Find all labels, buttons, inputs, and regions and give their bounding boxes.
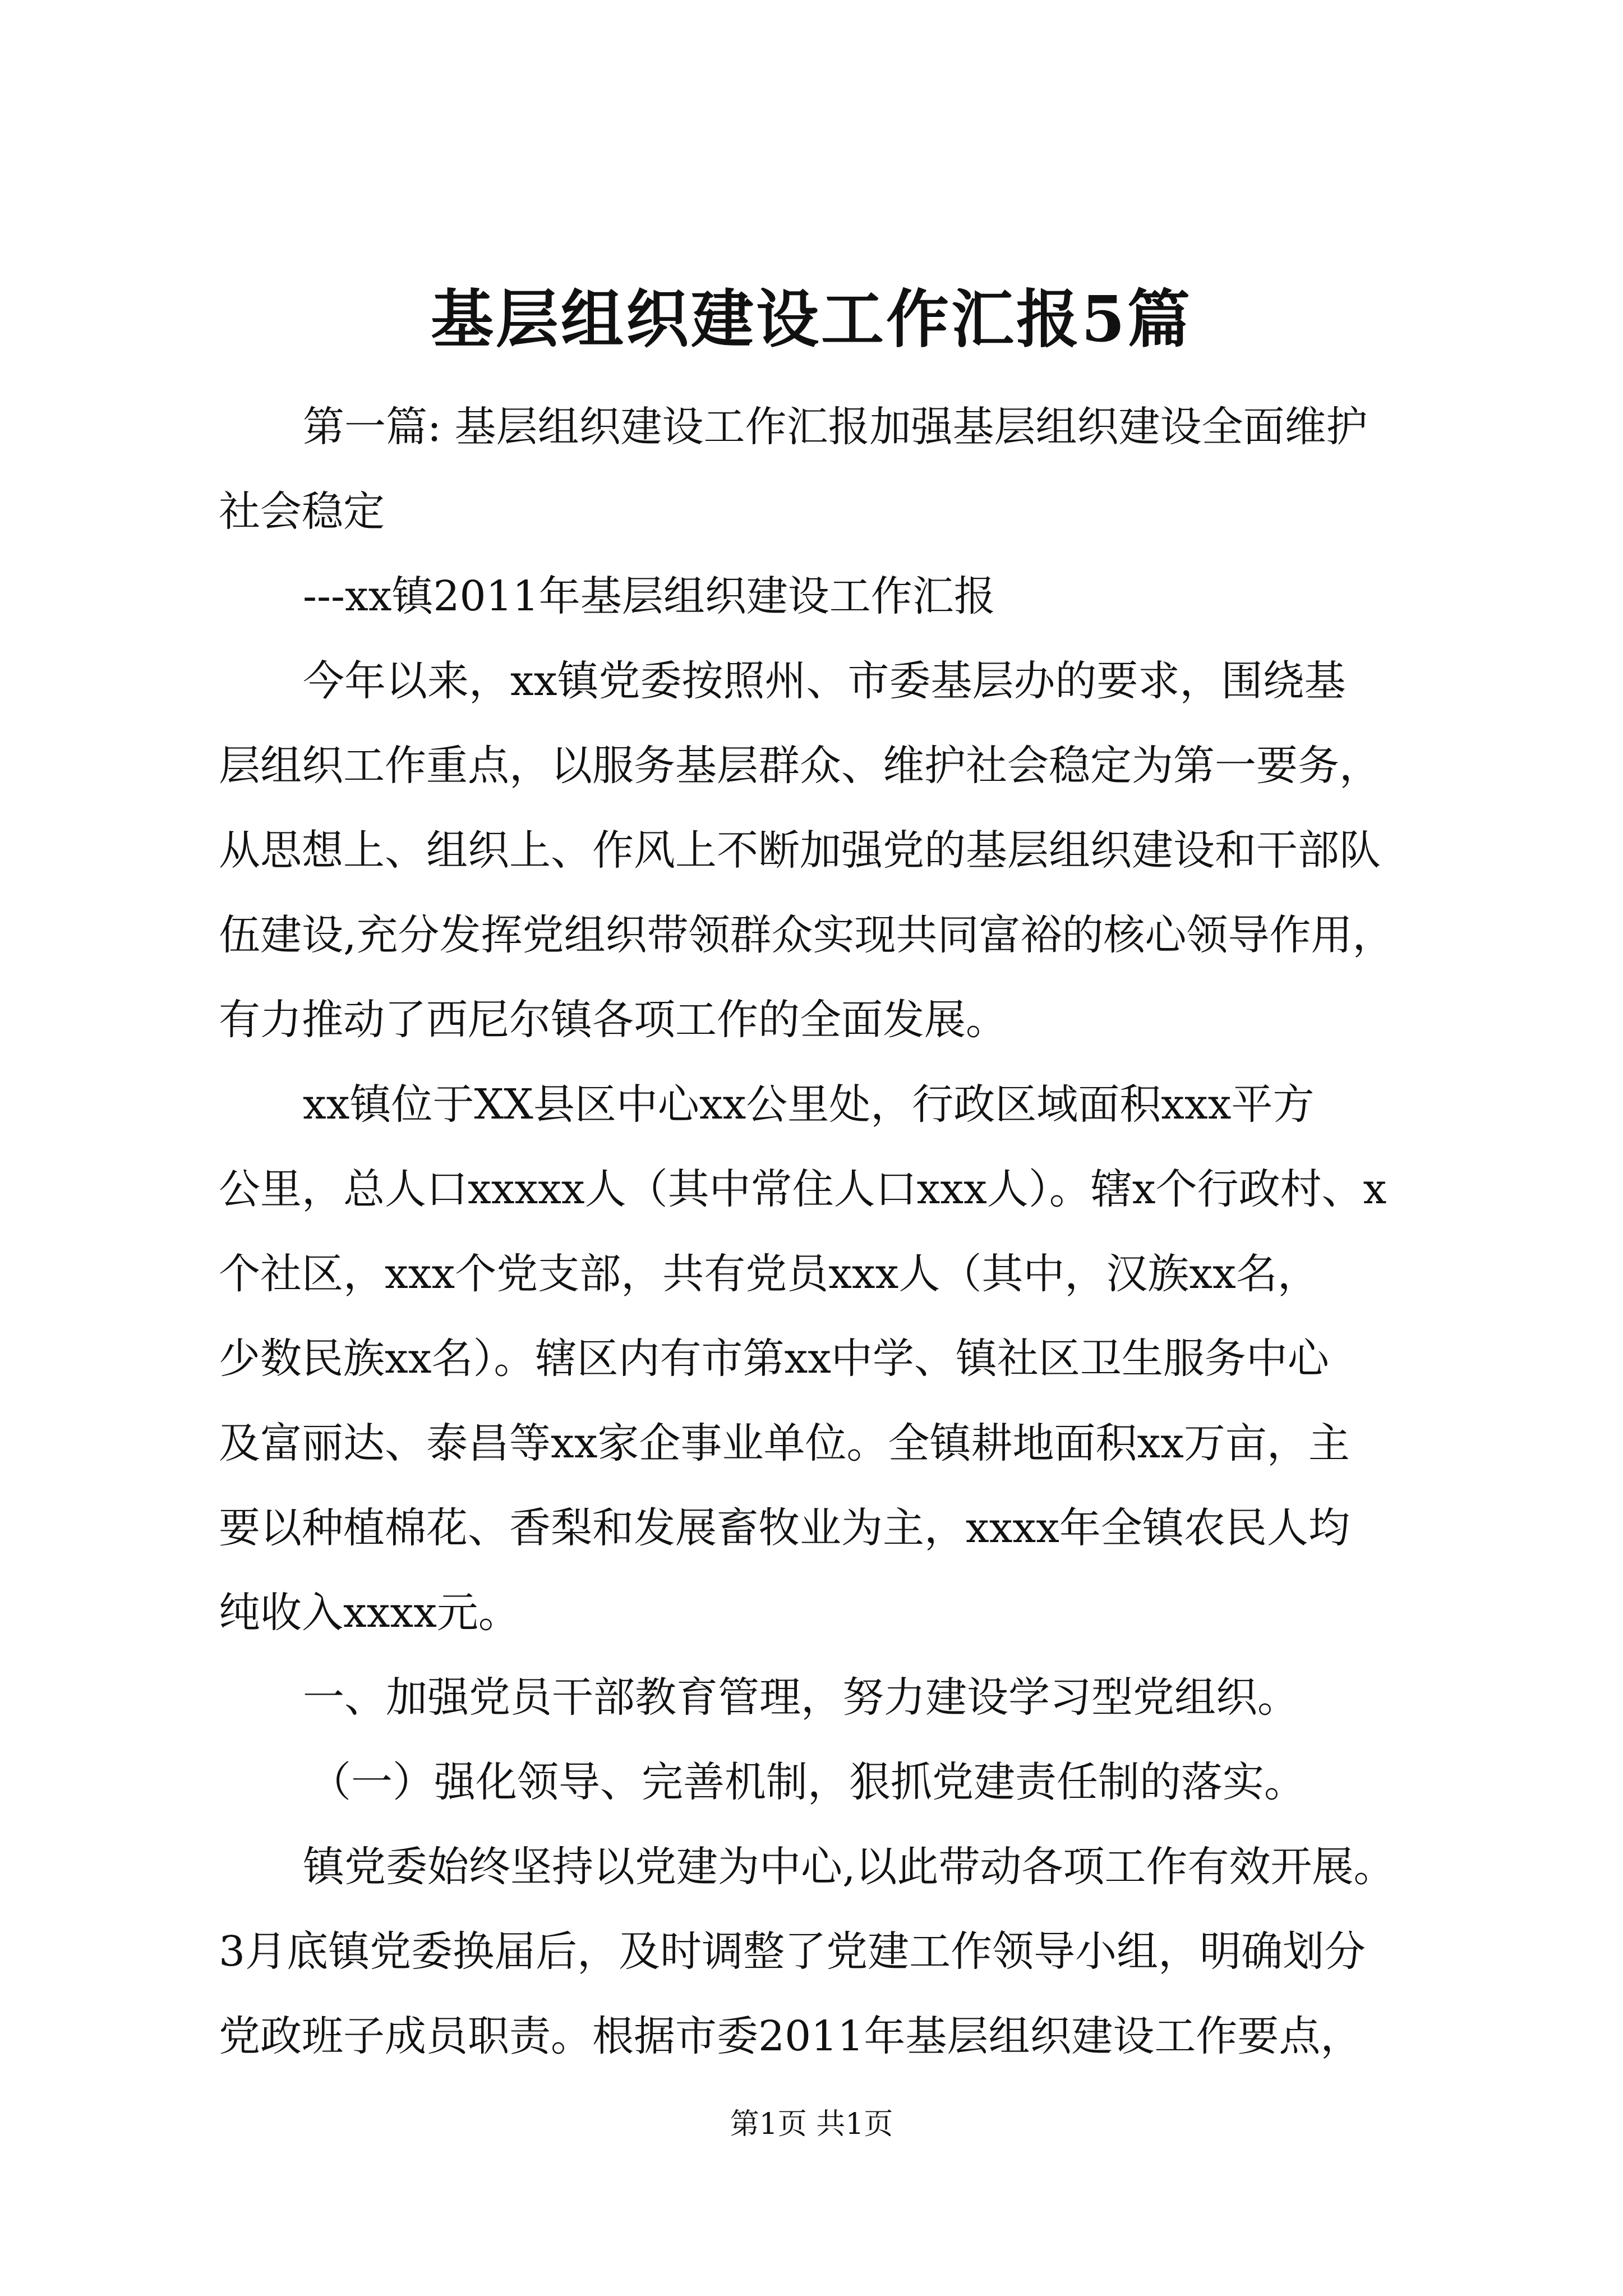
paragraph-line: 要以种植棉花、香梨和发展畜牧业为主，xxxx年全镇农民人均	[219, 1504, 1350, 1552]
document-body	[219, 385, 1417, 2079]
heading-part-one: 第一篇: 基层组织建设工作汇报加强基层组织建设全面维护	[303, 403, 1368, 451]
section-heading: 一、加强党员干部教育管理，努力建设学习型党组织。	[303, 1673, 1299, 1722]
paragraph-line: 镇党委始终坚持以党建为中心,以此带动各项工作有效开展。	[303, 1843, 1395, 1891]
paragraph-line: 伍建设,充分发挥党组织带领群众实现共同富裕的核心领导作用，	[219, 911, 1394, 959]
subtitle-line: ---xx镇2011年基层组织建设工作汇报	[303, 572, 995, 620]
paragraph-line: xx镇位于XX县区中心xx公里处，行政区域面积xxx平方	[303, 1080, 1315, 1129]
subsection-heading: （一）强化领导、完善机制，狠抓党建责任制的落实。	[310, 1758, 1306, 1806]
paragraph-line: 少数民族xx名）。辖区内有市第xx中学、镇社区卫生服务中心	[219, 1335, 1329, 1383]
paragraph-line: 公里，总人口xxxxx人（其中常住人口xxx人）。辖x个行政村、x	[219, 1165, 1387, 1213]
paragraph-line: 层组织工作重点，以服务基层群众、维护社会稳定为第一要务，	[219, 742, 1381, 790]
page-footer: 第1页 共1页	[730, 2108, 893, 2141]
document-title: 基层组织建设工作汇报5篇	[431, 283, 1192, 356]
paragraph-line: 纯收入xxxx元。	[219, 1589, 520, 1637]
heading-part-one-cont: 社会稳定	[219, 487, 385, 536]
paragraph-line: 个社区，xxx个党支部，共有党员xxx人（其中，汉族xx名，	[219, 1250, 1319, 1298]
paragraph-line: 今年以来，xx镇党委按照州、市委基层办的要求，围绕基	[303, 657, 1346, 705]
paragraph-line: 3月底镇党委换届后，及时调整了党建工作领导小组，明确划分	[219, 1927, 1366, 1976]
paragraph-line: 党政班子成员职责。根据市委2011年基层组织建设工作要点，	[219, 2012, 1362, 2060]
paragraph-line: 有力推动了西尼尔镇各项工作的全面发展。	[219, 996, 1007, 1044]
paragraph-line: 及富丽达、泰昌等xx家企事业单位。全镇耕地面积xx万亩，主	[219, 1419, 1350, 1467]
paragraph-line: 从思想上、组织上、作风上不断加强党的基层组织建设和干部队	[219, 826, 1381, 875]
